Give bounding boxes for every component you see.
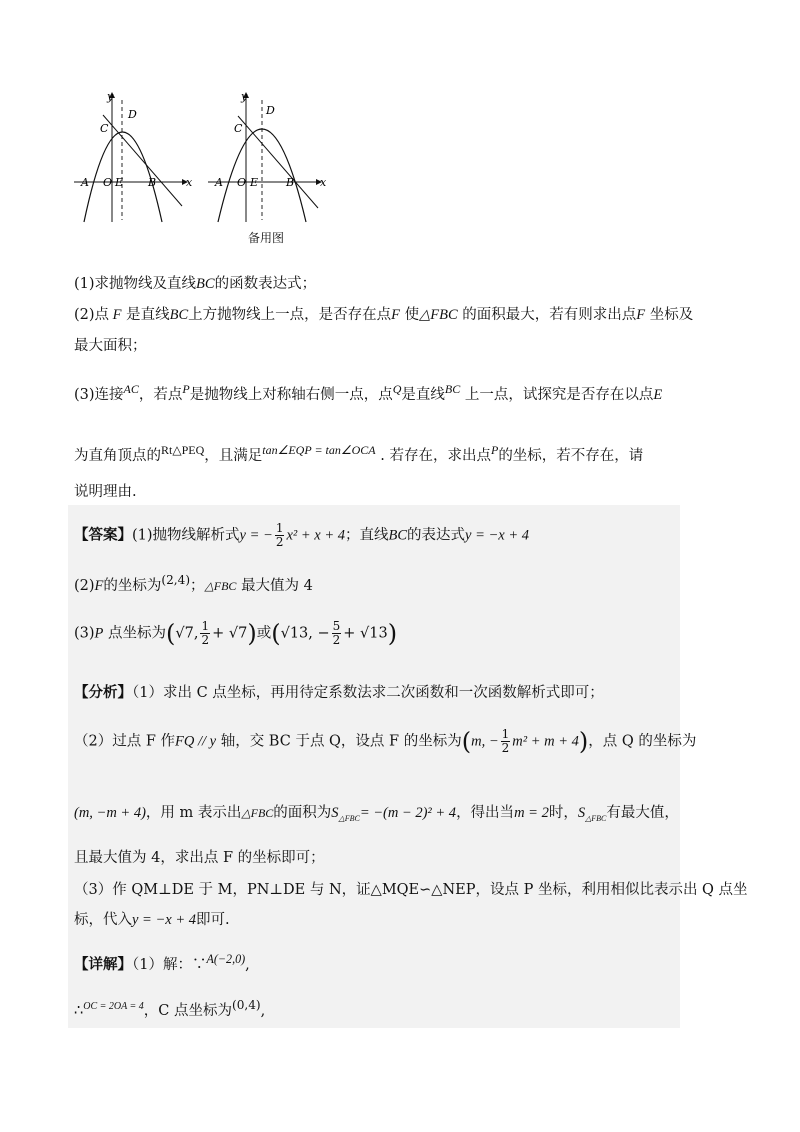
label-c: C (100, 122, 109, 135)
num: 1 (501, 727, 510, 741)
math-bc: BC (169, 307, 189, 323)
den: 2 (275, 535, 284, 549)
text: 上一点，试探究是否存在以点 (464, 386, 654, 403)
question-2-cont: 最大面积； (74, 338, 147, 354)
text: 有最大值， (606, 805, 679, 821)
question-3-line3: 说明理由. (74, 484, 137, 500)
text: (2)点 (74, 307, 110, 323)
fraction (275, 522, 285, 549)
text: 的面积最大，若有则求出点 (462, 307, 637, 323)
math: y = −x + 4 (465, 527, 530, 544)
label-a: A (215, 176, 223, 189)
text: ，且满足 (204, 447, 263, 464)
label-d: D (128, 108, 137, 121)
analysis-6 (74, 910, 230, 930)
fraction (501, 728, 511, 755)
math: OC = 2OA = 4 (83, 1001, 144, 1012)
text: 轴，交 BC 于点 Q，设点 F 的坐标为 (216, 733, 462, 750)
math-s: S (331, 805, 339, 821)
text: 坐标及 (649, 307, 694, 323)
question-3 (74, 379, 662, 405)
math-f: F (112, 307, 122, 323)
analysis-4: 且最大值为 4，求出点 F 的坐标即可； (74, 850, 325, 866)
math-triangle: △FBC (241, 806, 274, 820)
answer-tag: 【答案】 (74, 527, 132, 544)
math: y = − (239, 527, 273, 544)
answer-1 (74, 522, 529, 549)
analysis-3 (74, 803, 679, 829)
math: √13, − (280, 625, 330, 642)
label-x: x (186, 176, 193, 189)
text: 的坐标，若不存在，请 (498, 447, 644, 464)
analysis-1 (74, 683, 604, 703)
text: 是直线 (126, 307, 170, 323)
analysis-5: （3）作 QM⊥DE 于 M，PN⊥DE 与 N，证△MQE∽△NEP，设点 P 坐标，利用相似比表示出 Q 点坐 (74, 882, 748, 898)
text: 为直角顶点的 (74, 447, 161, 464)
detail-1 (74, 949, 250, 975)
text: 是抛物线上对称轴右侧一点，点 (189, 386, 393, 403)
math: m = 2 (514, 805, 549, 821)
label-a: A (81, 176, 89, 189)
figure-caption: 备用图 (248, 231, 285, 245)
label-e: E (115, 176, 124, 189)
analysis-tag: 【分析】 (74, 685, 132, 701)
num: 5 (332, 619, 341, 633)
math-bc: BC (444, 382, 461, 396)
text: ；直线 (345, 527, 389, 544)
question-2 (74, 305, 693, 325)
text: 的坐标为 (103, 577, 162, 594)
detail-tag: 【详解】 (74, 956, 132, 973)
text: (3) (74, 625, 95, 642)
detail-2 (74, 995, 265, 1021)
math: + √7 (212, 625, 248, 642)
text: ，得出当 (456, 805, 515, 821)
math-sub: △FBC (338, 813, 360, 823)
text: 点坐标为 (108, 625, 167, 642)
label-b: B (286, 176, 295, 189)
label-b: B (148, 176, 157, 189)
label-d: D (266, 104, 275, 117)
label-y: y (241, 90, 248, 103)
math: √7, (175, 625, 199, 642)
math-bc: BC (196, 276, 215, 292)
label-x: x (320, 176, 327, 189)
label-y: y (107, 90, 114, 103)
text: (2) (74, 577, 95, 594)
text: （1）求出 C 点坐标，再用待定系数法求二次函数和一次函数解析式即可； (132, 685, 604, 701)
text: 即可. (195, 912, 230, 928)
math-rt: Rt△PEQ (161, 443, 205, 457)
math-f: F (391, 307, 401, 323)
math: x² + x + 4 (286, 527, 345, 544)
text: （2）过点 F 作 (74, 733, 176, 750)
text: (1)求抛物线及直线 (74, 276, 197, 292)
den: 2 (201, 633, 210, 647)
num: 1 (275, 521, 284, 535)
text: （1）解：∵ (132, 956, 207, 973)
line-bc (238, 116, 318, 208)
math-bc: BC (388, 527, 408, 544)
math-sub: △FBC (585, 813, 607, 823)
text: 上方抛物线上一点，是否存在点 (188, 307, 392, 323)
text: 使 (404, 307, 420, 323)
text: ∴ (74, 1002, 84, 1019)
text: 或 (256, 625, 272, 642)
math-p: P (182, 382, 190, 396)
math-coord: (2,4) (161, 573, 191, 587)
math-coord: A(−2,0) (206, 952, 246, 966)
num: 1 (201, 619, 210, 633)
den: 2 (501, 741, 510, 755)
math: + √13 (343, 625, 388, 642)
question-1 (74, 274, 316, 294)
math: m² + m + 4 (512, 733, 579, 750)
analysis-2: （2）过点 F 作FQ // y 轴，交 BC 于点 Q，设点 F 的坐标为(m, − $\frac{1}{2}$ m² + m + 4)，点 Q 的坐标为 (74, 727, 697, 756)
math-e: E (653, 386, 663, 403)
figure-right (204, 88, 334, 228)
text: 的函数表达式； (214, 276, 317, 292)
text: 标，代入 (74, 912, 132, 928)
den: 2 (332, 633, 341, 647)
math-s: S (577, 805, 586, 821)
line-bc (103, 115, 182, 206)
text: 是直线 (401, 386, 445, 403)
text: 的面积为 (273, 805, 332, 821)
fraction (332, 620, 342, 647)
label-o: O (103, 176, 113, 189)
math: m, − (471, 733, 499, 750)
fraction (200, 620, 210, 647)
math: = −(m − 2)² + 4 (359, 805, 457, 821)
math-triangle: △FBC (204, 578, 237, 593)
math-p: P (94, 625, 104, 642)
math-p: P (490, 443, 499, 457)
text: 时， (548, 805, 578, 821)
label-o: O (237, 176, 247, 189)
math: FQ // y (175, 733, 217, 750)
question-3-line2 (74, 440, 643, 466)
math-ac: AC (123, 382, 139, 396)
figure-left (70, 88, 200, 228)
math-f: F (94, 577, 104, 594)
text: 最大值为 4 (241, 577, 313, 594)
math-coord: (m, −m + 4) (74, 805, 146, 821)
text: ，点 Q 的坐标为 (588, 733, 697, 750)
math-f: F (636, 307, 646, 323)
math-triangle: △FBC (419, 307, 458, 323)
text: , (260, 1002, 266, 1019)
label-c: C (234, 122, 243, 135)
text: ，用 m 表示出 (145, 805, 242, 821)
text: (1)抛物线解析式 (132, 527, 240, 544)
text: (3)连接 (74, 386, 124, 403)
text: ，C 点坐标为 (143, 1002, 232, 1019)
text: ，若点 (138, 386, 183, 403)
math-coord: (0,4) (232, 998, 261, 1012)
text: . 若存在，求出点 (380, 447, 491, 464)
answer-2 (74, 570, 313, 596)
math-q: Q (392, 382, 402, 396)
math: y = −x + 4 (132, 912, 196, 928)
label-e: E (250, 176, 259, 189)
math-tan: tan∠EQP = tan∠OCA (262, 443, 376, 457)
text: ； (190, 577, 205, 594)
text: 的表达式 (407, 527, 466, 544)
answer-3: (3)P 点坐标为(√7, $\frac{1}{2}$ + √7)或(√13, − $\frac{5}{2}$ + √13) (74, 619, 398, 648)
text: , (245, 956, 250, 973)
